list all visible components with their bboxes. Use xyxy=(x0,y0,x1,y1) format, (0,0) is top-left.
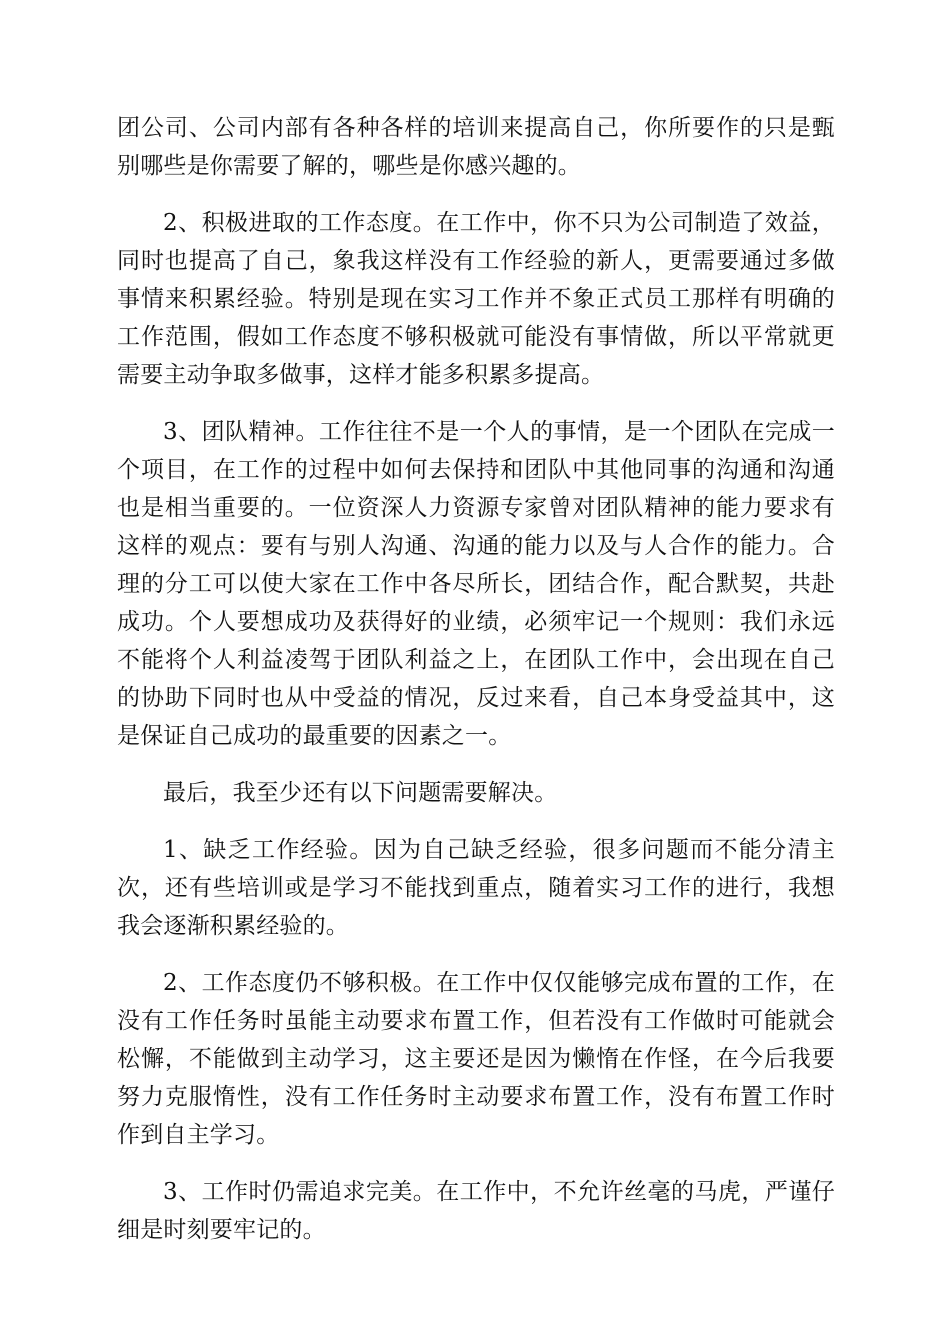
paragraph-issue-attitude: 2、工作态度仍不够积极。在工作中仅仅能够完成布置的工作，在没有工作任务时虽能主动要求布置工作，但若没有工作做时可能就会松懈，不能做到主动学习，这主要还是因为懒惰在作怪，在今后我要努力克服惰性，没有工作任务时主动要求布置工作，没有布置工作时作到自主学习。 xyxy=(117,970,835,1148)
paragraph-team-spirit: 3、团队精神。工作往往不是一个人的事情，是一个团队在完成一个项目，在工作的过程中如何去保持和团队中其他同事的沟通和沟通也是相当重要的。一位资深人力资源专家曾对团队精神的能力要求有这样的观点：要有与别人沟通、沟通的能力以及与人合作的能力。合理的分工可以使大家在工作中各尽所长，团结合作，配合默契，共赴成功。个人要想成功及获得好的业绩，必须牢记一个规则：我们永远不能将个人利益凌驾于团队利益之上，在团队工作中，会出现在自己的协助下同时也从中受益的情况，反过来看，自己本身受益其中，这是保证自己成功的最重要的因素之一。 xyxy=(117,419,835,749)
paragraph-issue-experience: 1、缺乏工作经验。因为自己缺乏经验，很多问题而不能分清主次，还有些培训或是学习不能找到重点，随着实习工作的进行，我想我会逐渐积累经验的。 xyxy=(117,837,835,939)
document-page xyxy=(117,109,835,1249)
paragraph-work-attitude: 2、积极进取的工作态度。在工作中，你不只为公司制造了效益，同时也提高了自己，象我这样没有工作经验的新人，更需要通过多做事情来积累经验。特别是现在实习工作并不象正式员工那样有明确的工作范围，假如工作态度不够积极就可能没有事情做，所以平常就更需要主动争取多做事，这样才能多积累多提高。 xyxy=(117,210,835,388)
paragraph-issue-perfection: 3、工作时仍需追求完美。在工作中，不允许丝毫的马虎，严谨仔细是时刻要牢记的。 xyxy=(117,1179,835,1243)
paragraph-continuation: 团公司、公司内部有各种各样的培训来提高自己，你所要作的只是甄别哪些是你需要了解的，哪些是你感兴趣的。 xyxy=(117,115,835,179)
paragraph-remaining-issues-intro: 最后，我至少还有以下问题需要解决。 xyxy=(163,780,558,806)
